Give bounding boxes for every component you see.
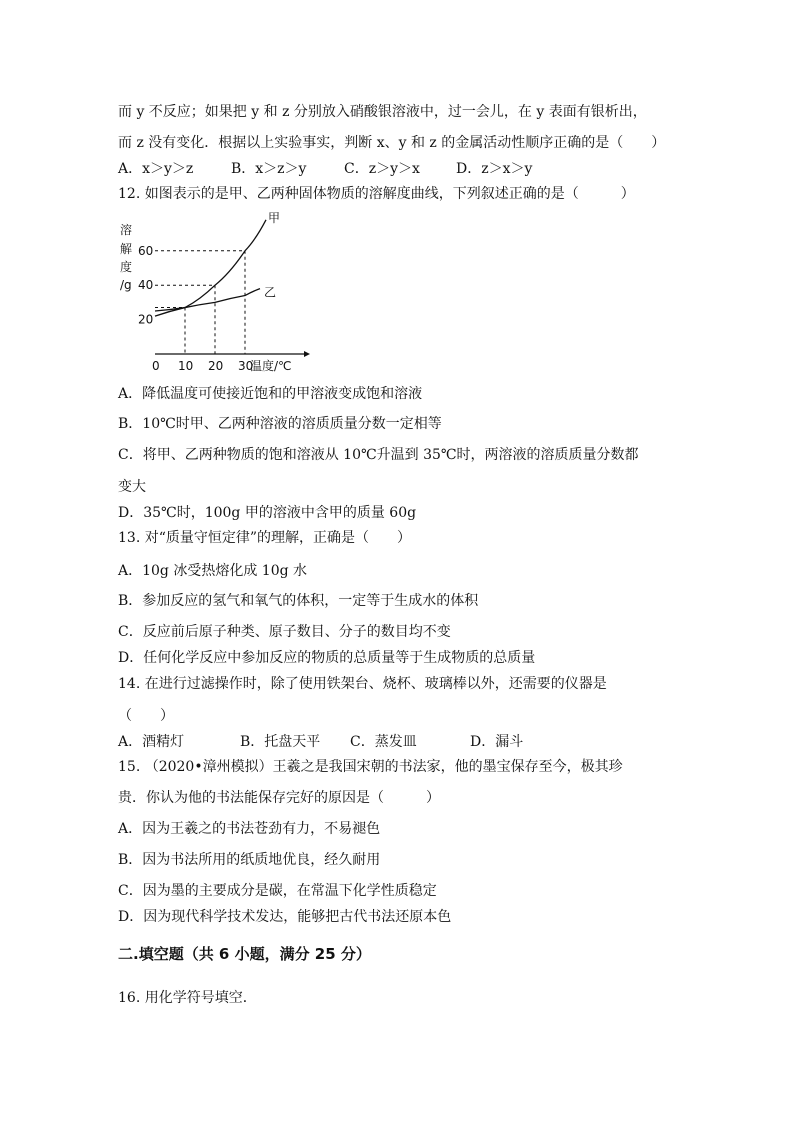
chart-curves (155, 211, 280, 316)
q15-option-a: A．因为王羲之的书法苍劲有力，不易褪色 (118, 821, 381, 837)
q13-stem: 13. 对“质量守恒定律”的理解，正确是（ ） (118, 530, 412, 546)
solubility-chart (118, 210, 313, 378)
chart-guides (155, 251, 245, 354)
x-tick-label: 20 (208, 359, 224, 373)
x-tick-label: 0 (152, 359, 160, 373)
section-heading: 二.填空题（共 6 小题，满分 25 分） (118, 945, 371, 963)
q15-stem-line-1: 15. （2020•漳州模拟）王羲之是我国宋朝的书法家，他的墨宝保存至今，极其珍 (118, 759, 623, 775)
x-tick-label: 10 (178, 359, 194, 373)
q14-stem: 14. 在进行过滤操作时，除了使用铁架台、烧杯、玻璃棒以外，还需要的仪器是 (118, 676, 607, 692)
q11-option-b: B．x＞z＞y (231, 161, 307, 177)
q12-stem: 12. 如图表示的是甲、乙两种固体物质的溶解度曲线，下列叙述正确的是（ ） (118, 186, 635, 202)
x-axis-arrow (304, 351, 310, 357)
q12-option-c-line-2: 变大 (118, 479, 146, 495)
q15-option-c: C．因为墨的主要成分是碳，在常温下化学性质稳定 (118, 883, 437, 899)
q12-option-b: B．10℃时甲、乙两种溶液的溶质质量分数一定相等 (118, 416, 442, 432)
q11-option-c: C．z＞y＞x (344, 161, 420, 177)
series-label-jia: 甲 (268, 210, 281, 225)
curve-jia (155, 220, 266, 311)
y-label-char: /g (120, 278, 132, 292)
q12-option-c-line-1: C．将甲、乙两种物质的饱和溶液从 10℃升温到 35℃时，两溶液的溶质质量分数都 (118, 447, 639, 463)
q11-text-line-1: 而 y 不反应；如果把 y 和 z 分别放入硝酸银溶液中，过一会儿，在 y 表面有银析出， (118, 104, 647, 120)
q14-paren: （ ） (118, 708, 174, 724)
y-tick-label: 40 (138, 278, 154, 293)
q12-option-d: D．35℃时，100g 甲的溶液中含甲的质量 60g (118, 505, 417, 521)
q13-option-d: D．任何化学反应中参加反应的物质的总质量等于生成物质的总质量 (118, 650, 536, 666)
y-tick-label: 20 (138, 312, 154, 327)
x-axis-label: 温度/℃ (250, 359, 292, 373)
q13-option-c: C．反应前后原子种类、原子数目、分子的数目均不变 (118, 624, 451, 640)
q14-option-b: B．托盘天平 (240, 734, 321, 750)
y-label-char: 解 (120, 242, 133, 256)
q15-stem-line-2: 贵．你认为他的书法能保存完好的原因是（ ） (118, 790, 440, 806)
q11-option-d: D．z＞x＞y (456, 161, 533, 177)
q13-option-b: B．参加反应的氢气和氧气的体积，一定等于生成水的体积 (118, 593, 479, 609)
y-tick-label: 60 (138, 243, 154, 258)
y-label-char: 溶 (120, 223, 133, 237)
series-label-yi: 乙 (264, 285, 277, 300)
y-label-char: 度 (120, 260, 133, 274)
q11-text-line-2: 而 z 没有变化．根据以上实验事实，判断 x、y 和 z 的金属活动性顺序正确的是（ ） (118, 135, 666, 151)
y-axis-label (120, 222, 132, 292)
x-tick-label: 30 (238, 359, 254, 373)
q12-option-a: A．降低温度可使接近饱和的甲溶液变成饱和溶液 (118, 386, 423, 402)
q15-option-b: B．因为书法所用的纸质地优良，经久耐用 (118, 852, 381, 868)
q15-option-d: D．因为现代科学技术发达，能够把古代书法还原本色 (118, 909, 452, 925)
q16-stem: 16. 用化学符号填空． (118, 990, 257, 1006)
q14-option-a: A．酒精灯 (118, 734, 185, 750)
q11-option-a: A．x＞y＞z (118, 161, 194, 177)
q14-option-c: C．蒸发皿 (350, 734, 417, 750)
q13-option-a: A．10g 冰受热熔化成 10g 水 (118, 563, 308, 579)
q14-option-d: D．漏斗 (470, 734, 524, 750)
